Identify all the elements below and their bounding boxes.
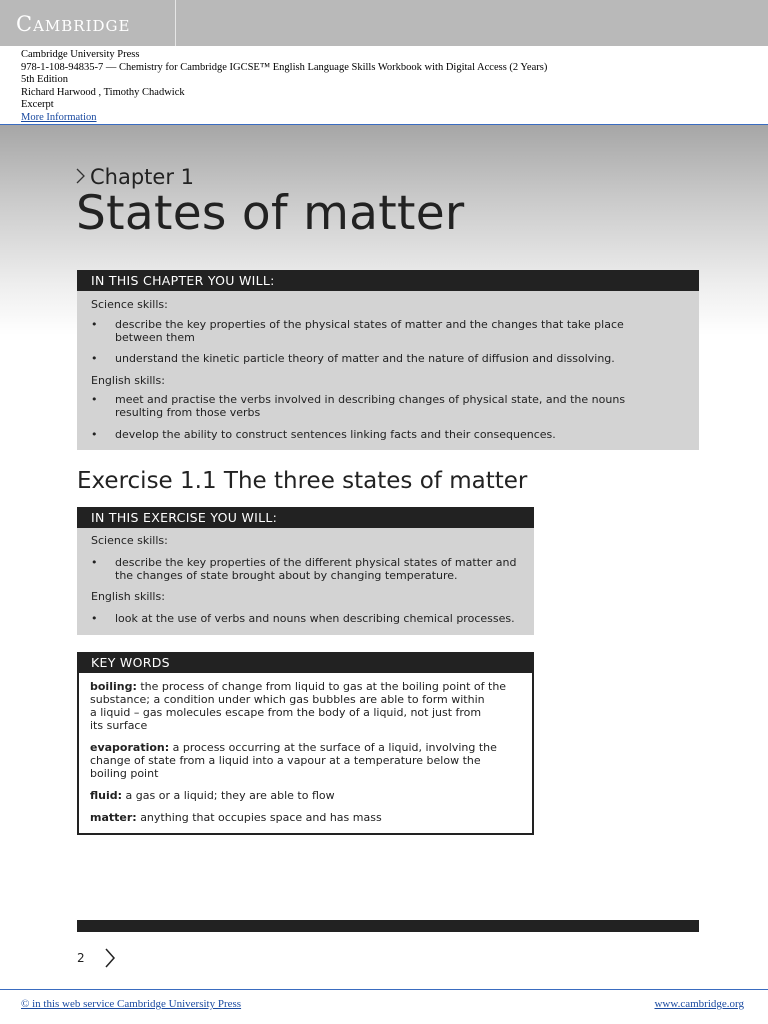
bullet-icon: • bbox=[91, 393, 98, 406]
page-number: 2 bbox=[77, 951, 85, 965]
publisher: Cambridge University Press bbox=[21, 49, 140, 60]
authors: Richard Harwood , Timothy Chadwick bbox=[21, 86, 185, 98]
excerpt-label: Excerpt bbox=[21, 99, 54, 110]
exercise-title: Exercise 1.1 The three states of matter bbox=[77, 468, 528, 494]
chapter-box-body: Science skills: • describe the key properties of the physical states of matter and the changes that take place between them • understand the kinetic particle theory of matter and the nature of diffusion and dissolving. English skills: • meet and practise the verbs involved in describing changes of physical state, and the nouns resulting from those verbs • develop the ability to construct sentences linking facts and their consequences. bbox=[77, 291, 699, 450]
website-link[interactable]: www.cambridge.org bbox=[654, 998, 744, 1010]
chapter-title: States of matter bbox=[76, 186, 465, 241]
science-skills-label: Science skills: bbox=[91, 534, 168, 547]
chapter-label: Chapter 1 bbox=[76, 165, 194, 189]
key-word-evaporation: evaporation: a process occurring at the surface of a liquid, involving the change of state from a liquid into a vapour at a temperature below the boiling point bbox=[90, 741, 497, 780]
english-skills-label: English skills: bbox=[91, 374, 165, 387]
edition: 5th Edition bbox=[21, 74, 68, 85]
banner-divider bbox=[175, 0, 176, 46]
isbn-title: 978-1-108-94835-7 — Chemistry for Cambridge IGCSE™ English Language Skills Workbook with Digital Access (2 Years) bbox=[21, 61, 548, 73]
science-skills-label: Science skills: bbox=[91, 298, 168, 311]
page-bottom-bar bbox=[77, 920, 699, 932]
more-information-link[interactable]: More Information bbox=[21, 111, 97, 123]
key-word-fluid: fluid: a gas or a liquid; they are able to flow bbox=[90, 789, 335, 802]
chevron-right-icon bbox=[104, 948, 116, 972]
cambridge-logo[interactable]: Cambridge bbox=[16, 12, 131, 36]
copyright-link[interactable]: © in this web service Cambridge University Press bbox=[21, 998, 242, 1010]
key-words-heading: KEY WORDS bbox=[77, 652, 534, 673]
bullet-icon: • bbox=[91, 556, 98, 569]
bullet-icon: • bbox=[91, 318, 98, 331]
bullet-icon: • bbox=[91, 612, 98, 625]
key-word-boiling: boiling: the process of change from liquid to gas at the boiling point of the substance; a condition under which gas bubbles are able to form within a liquid – gas molecules escape from the body of a liquid, not just from its surface bbox=[90, 680, 507, 732]
bullet-icon: • bbox=[91, 352, 98, 365]
exercise-box-body: Science skills: • describe the key properties of the different physical states of matter and the changes of state brought about by changing temperature. English skills: • look at the use of verbs and nouns when describing chemical processes. bbox=[77, 528, 534, 635]
book-metadata bbox=[21, 49, 547, 124]
bullet-icon: • bbox=[91, 428, 98, 441]
chapter-box-heading: IN THIS CHAPTER YOU WILL: bbox=[77, 270, 699, 291]
footer-rule bbox=[0, 989, 768, 990]
english-skills-label: English skills: bbox=[91, 590, 165, 603]
key-word-matter: matter: anything that occupies space and has mass bbox=[90, 811, 382, 824]
exercise-box-heading: IN THIS EXERCISE YOU WILL: bbox=[77, 507, 534, 528]
key-words-box bbox=[77, 673, 534, 835]
